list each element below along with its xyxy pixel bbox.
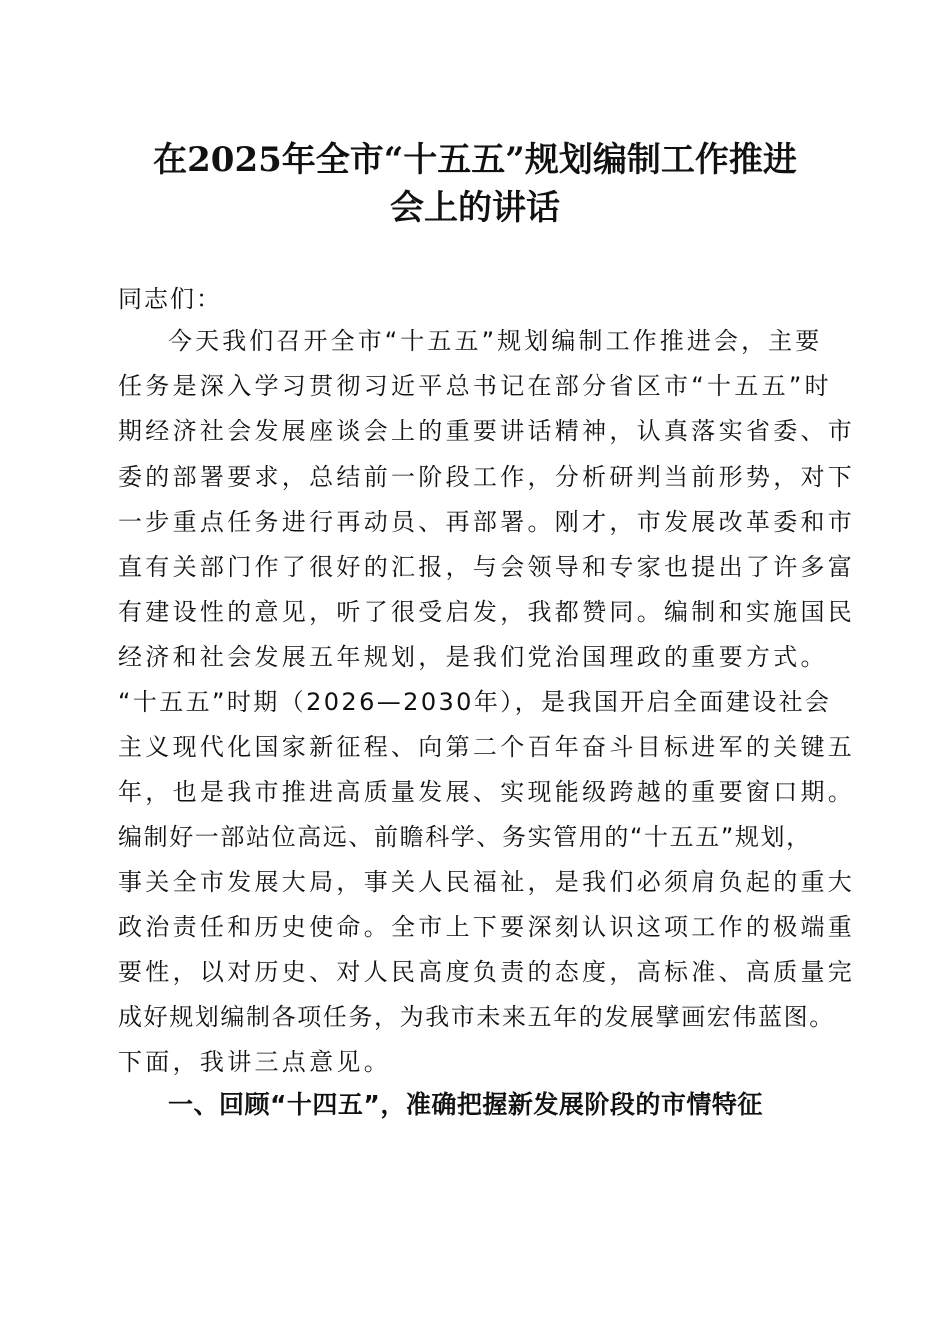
section-heading: 一、回顾“十四五”，准确把握新发展阶段的市情特征: [168, 1090, 763, 1119]
document-title-line-2: 会上的讲话: [390, 188, 560, 228]
paragraph-line: 直有关部门作了很好的汇报，与会领导和专家也提出了许多富: [118, 553, 856, 581]
paragraph-line: 今天我们召开全市“十五五”规划编制工作推进会，主要: [168, 327, 823, 355]
document-title-line-1: 在2025年全市“十五五”规划编制工作推进: [153, 140, 797, 180]
salutation: 同志们：: [118, 285, 222, 313]
paragraph-line: 年，也是我市推进高质量发展、实现能级跨越的重要窗口期。: [118, 778, 856, 806]
paragraph-line: 经济和社会发展五年规划，是我们党治国理政的重要方式。: [118, 643, 828, 671]
paragraph-line: 主义现代化国家新征程、向第二个百年奋斗目标进军的关键五: [118, 733, 856, 761]
paragraph-line: 期经济社会发展座谈会上的重要讲话精神，认真落实省委、市: [118, 417, 856, 445]
paragraph-line: 要性，以对历史、对人民高度负责的态度，高标准、高质量完: [118, 958, 856, 986]
paragraph-line: 任务是深入学习贯彻习近平总书记在部分省区市“十五五”时: [118, 372, 832, 400]
paragraph-line: “十五五”时期（2026—2030年），是我国开启全面建设社会: [118, 688, 832, 716]
paragraph-line: 有建设性的意见，听了很受启发，我都赞同。编制和实施国民: [118, 598, 856, 626]
paragraph-line: 委的部署要求，总结前一阶段工作，分析研判当前形势，对下: [118, 463, 856, 491]
paragraph-line: 成好规划编制各项任务，为我市未来五年的发展擘画宏伟蓝图。: [118, 1003, 835, 1031]
paragraph-line: 编制好一部站位高远、前瞻科学、务实管用的“十五五”规划，: [118, 823, 812, 851]
paragraph-line: 下面，我讲三点意见。: [118, 1048, 391, 1076]
paragraph-line: 事关全市发展大局，事关人民福祉，是我们必须肩负起的重大: [118, 868, 856, 896]
paragraph-line: 政治责任和历史使命。全市上下要深刻认识这项工作的极端重: [118, 913, 856, 941]
paragraph-line: 一步重点任务进行再动员、再部署。刚才，市发展改革委和市: [118, 508, 856, 536]
